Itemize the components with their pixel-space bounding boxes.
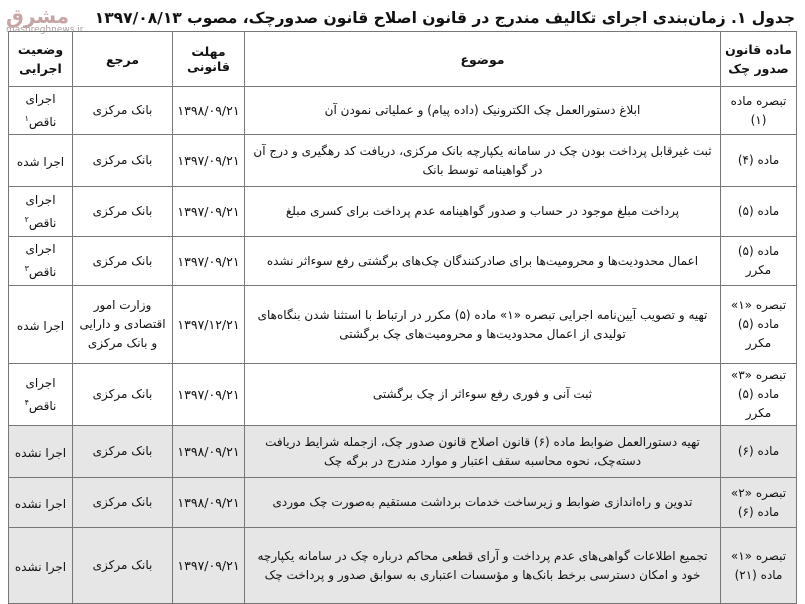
table-title: جدول ۱. زمان‌بندی اجرای تکالیف مندرج در قانون اصلاح قانون صدورچک، مصوب ۱۳۹۷/۰۸/۱۳ [94,9,795,27]
table-row [9,364,797,426]
header-subject: موضوع [245,32,721,87]
row-deadline: ۱۳۹۷/۱۲/۲۱ [173,286,245,364]
header-deadline: مهلت قانونی [173,32,245,87]
table-row [9,237,797,286]
row-deadline: ۱۳۹۷/۰۹/۲۱ [173,237,245,286]
row-reference: بانک مرکزی [73,364,173,426]
watermark-logo: مشرق [6,4,70,28]
status-text: اجرا نشده [14,497,67,511]
row-status [9,237,73,286]
row-deadline: ۱۳۹۷/۰۹/۲۱ [173,364,245,426]
row-article: تبصره «۱» ماده (۲۱) [721,528,797,604]
table-row [9,87,797,135]
row-subject: تجمیع اطلاعات گواهی‌های عدم پرداخت و آرای قطعی محاکم درباره چک در سامانه یکپارچه خود و امکان دسترسی برخط بانک‌ها و مؤسسات اعتباری به سوابق صدور و پرداخت چک [245,528,721,604]
watermark-url: mashreghnews.ir [6,25,84,35]
row-article: ماده (۶) [721,426,797,478]
table-row [9,426,797,478]
row-reference: بانک مرکزی [73,237,173,286]
row-subject: ابلاغ دستورالعمل چک الکترونیک (داده پیام) و عملیاتی نمودن آن [245,87,721,135]
table-row [9,478,797,528]
row-deadline: ۱۳۹۸/۰۹/۲۱ [173,478,245,528]
row-reference: بانک مرکزی [73,87,173,135]
schedule-table [8,31,797,604]
status-text: اجرا نشده [14,560,67,574]
table-row [9,135,797,187]
row-article: تبصره «۱» ماده (۵) مکرر [721,286,797,364]
footnote-marker: ۳ [24,264,29,273]
row-subject: تهیه دستورالعمل ضوابط ماده (۶) قانون اصلاح قانون صدور چک، ازجمله شرایط دریافت دسته‌چک، نحوه محاسبه سقف اعتبار و موارد مندرج در برگه چک [245,426,721,478]
row-deadline: ۱۳۹۷/۰۹/۲۱ [173,187,245,237]
row-reference: بانک مرکزی [73,478,173,528]
row-status [9,286,73,364]
status-text: اجرا نشده [14,446,67,460]
status-text: اجرا شده [16,155,65,169]
row-reference: بانک مرکزی [73,528,173,604]
status-text: اجرای ناقص [25,91,57,129]
row-deadline: ۱۳۹۸/۰۹/۲۱ [173,87,245,135]
status-text: اجرای ناقص [25,375,57,413]
row-status [9,364,73,426]
row-deadline: ۱۳۹۷/۰۹/۲۱ [173,528,245,604]
footnote-marker: ۲ [24,214,29,224]
table-body [9,87,797,604]
table-row [9,528,797,604]
status-text: اجرای ناقص [25,242,57,279]
row-article: ماده (۵) مکرر [721,237,797,286]
header-status: وضعیت اجرایی [9,32,73,87]
row-article: تبصره «۲» ماده (۶) [721,478,797,528]
header-reference: مرجع [73,32,173,87]
row-article: ماده (۵) [721,187,797,237]
row-reference: بانک مرکزی [73,187,173,237]
footnote-marker: ۱ [24,113,29,123]
row-reference: وزارت امور اقتصادی و دارایی و بانک مرکزی [73,286,173,364]
row-status [9,135,73,187]
row-status [9,87,73,135]
row-status [9,426,73,478]
row-deadline: ۱۳۹۷/۰۹/۲۱ [173,135,245,187]
row-reference: بانک مرکزی [73,135,173,187]
row-article: تبصره «۳» ماده (۵) مکرر [721,364,797,426]
row-article: تبصره ماده (۱) [721,87,797,135]
row-article: ماده (۴) [721,135,797,187]
status-text: اجرا شده [16,319,65,333]
row-reference: بانک مرکزی [73,426,173,478]
row-subject: ثبت غیرقابل پرداخت بودن چک در سامانه یکپارچه بانک مرکزی، دریافت کد رهگیری و درج آن در گواهینامه توسط بانک [245,135,721,187]
status-text: اجرای ناقص [25,192,57,230]
row-subject: تهیه و تصویب آیین‌نامه اجرایی تبصره «۱» ماده (۵) مکرر در ارتباط با استثنا شدن بنگاه‌های تولیدی از اعمال محدودیت‌ها و محرومیت‌های چک برگشتی [245,286,721,364]
row-status [9,478,73,528]
table-row [9,286,797,364]
row-deadline: ۱۳۹۸/۰۹/۲۱ [173,426,245,478]
footnote-marker: ۴ [24,397,29,407]
header-row [9,32,797,87]
row-status [9,528,73,604]
row-status [9,187,73,237]
table-row [9,187,797,237]
header-article: ماده قانون صدور چک [721,32,797,87]
row-subject: تدوین و راه‌اندازی ضوابط و زیرساخت خدمات برداشت مستقیم به‌صورت چک موردی [245,478,721,528]
row-subject: اعمال محدودیت‌ها و محرومیت‌ها برای صادرکنندگان چک‌های برگشتی رفع سوءاثر نشده [245,237,721,286]
row-subject: ثبت آنی و فوری رفع سوءاثر از چک برگشتی [245,364,721,426]
row-subject: پرداخت مبلغ موجود در حساب و صدور گواهینامه عدم پرداخت برای کسری مبلغ [245,187,721,237]
